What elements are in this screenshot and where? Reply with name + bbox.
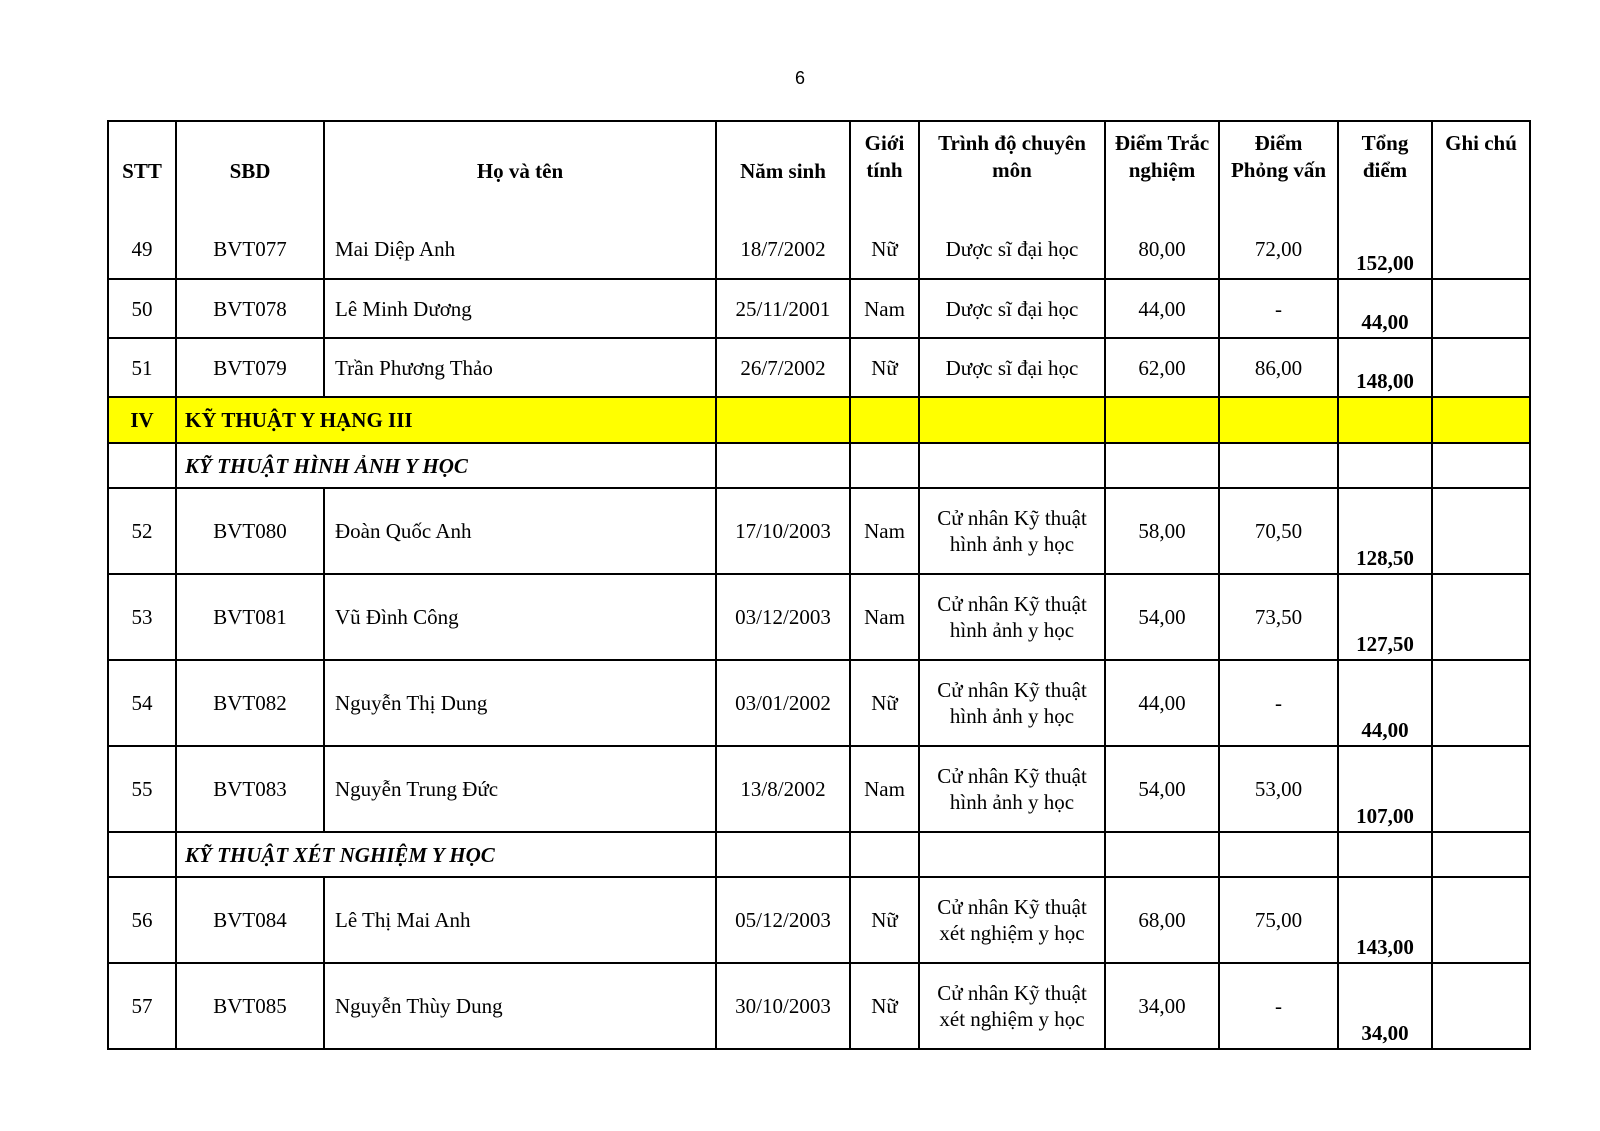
- cell-birth: 17/10/2003: [716, 488, 850, 574]
- cell-written: 54,00: [1105, 574, 1219, 660]
- cell-qualification: Dược sĩ đại học: [919, 338, 1105, 397]
- cell-gender: Nam: [850, 279, 919, 338]
- page-number: 6: [794, 68, 805, 88]
- cell-qualification: Cử nhân Kỹ thuật hình ảnh y học: [919, 488, 1105, 574]
- cell-interview: 72,00: [1219, 220, 1338, 279]
- cell-sbd: BVT079: [176, 338, 324, 397]
- subsection-title: KỸ THUẬT HÌNH ẢNH Y HỌC: [176, 443, 716, 488]
- cell-stt: 49: [108, 220, 176, 279]
- cell-note: [1432, 660, 1530, 746]
- header-total: Tổng điểm: [1338, 121, 1432, 220]
- cell-written: 80,00: [1105, 220, 1219, 279]
- cell-birth: 13/8/2002: [716, 746, 850, 832]
- table-row: [108, 963, 1530, 1049]
- cell-stt: 51: [108, 338, 176, 397]
- cell-total: 44,00: [1338, 660, 1432, 746]
- cell-gender: Nam: [850, 746, 919, 832]
- cell-name: Nguyễn Thị Dung: [324, 660, 716, 746]
- cell-note: [1432, 877, 1530, 963]
- cell-interview: 73,50: [1219, 574, 1338, 660]
- header-written: Điểm Trắc nghiệm: [1105, 121, 1219, 220]
- cell-written: 44,00: [1105, 660, 1219, 746]
- cell-note: [1432, 488, 1530, 574]
- header-stt: STT: [108, 121, 176, 220]
- cell-gender: Nữ: [850, 220, 919, 279]
- cell-qualification: Cử nhân Kỹ thuật xét nghiệm y học: [919, 963, 1105, 1049]
- cell-name: Trần Phương Thảo: [324, 338, 716, 397]
- section-title: KỸ THUẬT Y HẠNG III: [176, 397, 716, 443]
- cell-total: 128,50: [1338, 488, 1432, 574]
- cell-written: 68,00: [1105, 877, 1219, 963]
- cell-note: [1432, 963, 1530, 1049]
- cell-name: Lê Minh Dương: [324, 279, 716, 338]
- cell-birth: 26/7/2002: [716, 338, 850, 397]
- cell-sbd: BVT078: [176, 279, 324, 338]
- section-row: [108, 397, 1530, 443]
- cell-qualification: Cử nhân Kỹ thuật hình ảnh y học: [919, 746, 1105, 832]
- cell-gender: Nữ: [850, 877, 919, 963]
- cell-interview: -: [1219, 963, 1338, 1049]
- cell-total: 127,50: [1338, 574, 1432, 660]
- cell-note: [1432, 338, 1530, 397]
- cell-stt: 52: [108, 488, 176, 574]
- subsection-title: KỸ THUẬT XÉT NGHIỆM Y HỌC: [176, 832, 716, 877]
- cell-birth: 30/10/2003: [716, 963, 850, 1049]
- cell-name: Lê Thị Mai Anh: [324, 877, 716, 963]
- cell-name: Vũ Đình Công: [324, 574, 716, 660]
- cell-birth: 03/12/2003: [716, 574, 850, 660]
- cell-sbd: BVT077: [176, 220, 324, 279]
- cell-gender: Nữ: [850, 660, 919, 746]
- header-row: [108, 121, 1530, 220]
- cell-total: 34,00: [1338, 963, 1432, 1049]
- cell-interview: -: [1219, 660, 1338, 746]
- cell-name: Đoàn Quốc Anh: [324, 488, 716, 574]
- cell-name: Nguyễn Thùy Dung: [324, 963, 716, 1049]
- cell-birth: 25/11/2001: [716, 279, 850, 338]
- cell-written: 62,00: [1105, 338, 1219, 397]
- cell-sbd: BVT085: [176, 963, 324, 1049]
- results-table: [107, 120, 1531, 1050]
- cell-interview: 75,00: [1219, 877, 1338, 963]
- header-gender: Giới tính: [850, 121, 919, 220]
- cell-qualification: Dược sĩ đại học: [919, 279, 1105, 338]
- cell-interview: 53,00: [1219, 746, 1338, 832]
- table-row: [108, 660, 1530, 746]
- cell-sbd: BVT084: [176, 877, 324, 963]
- cell-note: [1432, 279, 1530, 338]
- cell-total: 148,00: [1338, 338, 1432, 397]
- cell-birth: 03/01/2002: [716, 660, 850, 746]
- cell-note: [1432, 220, 1530, 279]
- table-row: [108, 746, 1530, 832]
- cell-stt: 57: [108, 963, 176, 1049]
- cell-note: [1432, 574, 1530, 660]
- cell-sbd: BVT080: [176, 488, 324, 574]
- subsection-row: [108, 443, 1530, 488]
- table-row: [108, 220, 1530, 279]
- cell-note: [1432, 746, 1530, 832]
- cell-sbd: BVT083: [176, 746, 324, 832]
- cell-sbd: BVT082: [176, 660, 324, 746]
- table-row: [108, 574, 1530, 660]
- subsection-row: [108, 832, 1530, 877]
- cell-qualification: Dược sĩ đại học: [919, 220, 1105, 279]
- table-row: [108, 338, 1530, 397]
- section-roman: IV: [108, 397, 176, 443]
- cell-name: Mai Diệp Anh: [324, 220, 716, 279]
- table-row: [108, 488, 1530, 574]
- table-row: [108, 877, 1530, 963]
- cell-total: 44,00: [1338, 279, 1432, 338]
- header-qualification: Trình độ chuyên môn: [919, 121, 1105, 220]
- cell-stt: 50: [108, 279, 176, 338]
- cell-gender: Nam: [850, 574, 919, 660]
- cell-gender: Nam: [850, 488, 919, 574]
- cell-stt: 55: [108, 746, 176, 832]
- cell-total: 143,00: [1338, 877, 1432, 963]
- cell-written: 34,00: [1105, 963, 1219, 1049]
- header-sbd: SBD: [176, 121, 324, 220]
- cell-interview: 70,50: [1219, 488, 1338, 574]
- cell-gender: Nữ: [850, 338, 919, 397]
- header-name: Họ và tên: [324, 121, 716, 220]
- cell-qualification: Cử nhân Kỹ thuật hình ảnh y học: [919, 660, 1105, 746]
- cell-sbd: BVT081: [176, 574, 324, 660]
- header-note: Ghi chú: [1432, 121, 1530, 220]
- cell-qualification: Cử nhân Kỹ thuật xét nghiệm y học: [919, 877, 1105, 963]
- table-row: [108, 279, 1530, 338]
- header-birth: Năm sinh: [716, 121, 850, 220]
- cell-written: 44,00: [1105, 279, 1219, 338]
- cell-qualification: Cử nhân Kỹ thuật hình ảnh y học: [919, 574, 1105, 660]
- cell-stt: 53: [108, 574, 176, 660]
- cell-written: 58,00: [1105, 488, 1219, 574]
- cell-birth: 18/7/2002: [716, 220, 850, 279]
- cell-written: 54,00: [1105, 746, 1219, 832]
- cell-stt: 56: [108, 877, 176, 963]
- cell-birth: 05/12/2003: [716, 877, 850, 963]
- cell-total: 107,00: [1338, 746, 1432, 832]
- cell-gender: Nữ: [850, 963, 919, 1049]
- cell-total: 152,00: [1338, 220, 1432, 279]
- cell-name: Nguyễn Trung Đức: [324, 746, 716, 832]
- cell-stt: 54: [108, 660, 176, 746]
- header-interview: Điểm Phỏng vấn: [1219, 121, 1338, 220]
- cell-interview: 86,00: [1219, 338, 1338, 397]
- cell-interview: -: [1219, 279, 1338, 338]
